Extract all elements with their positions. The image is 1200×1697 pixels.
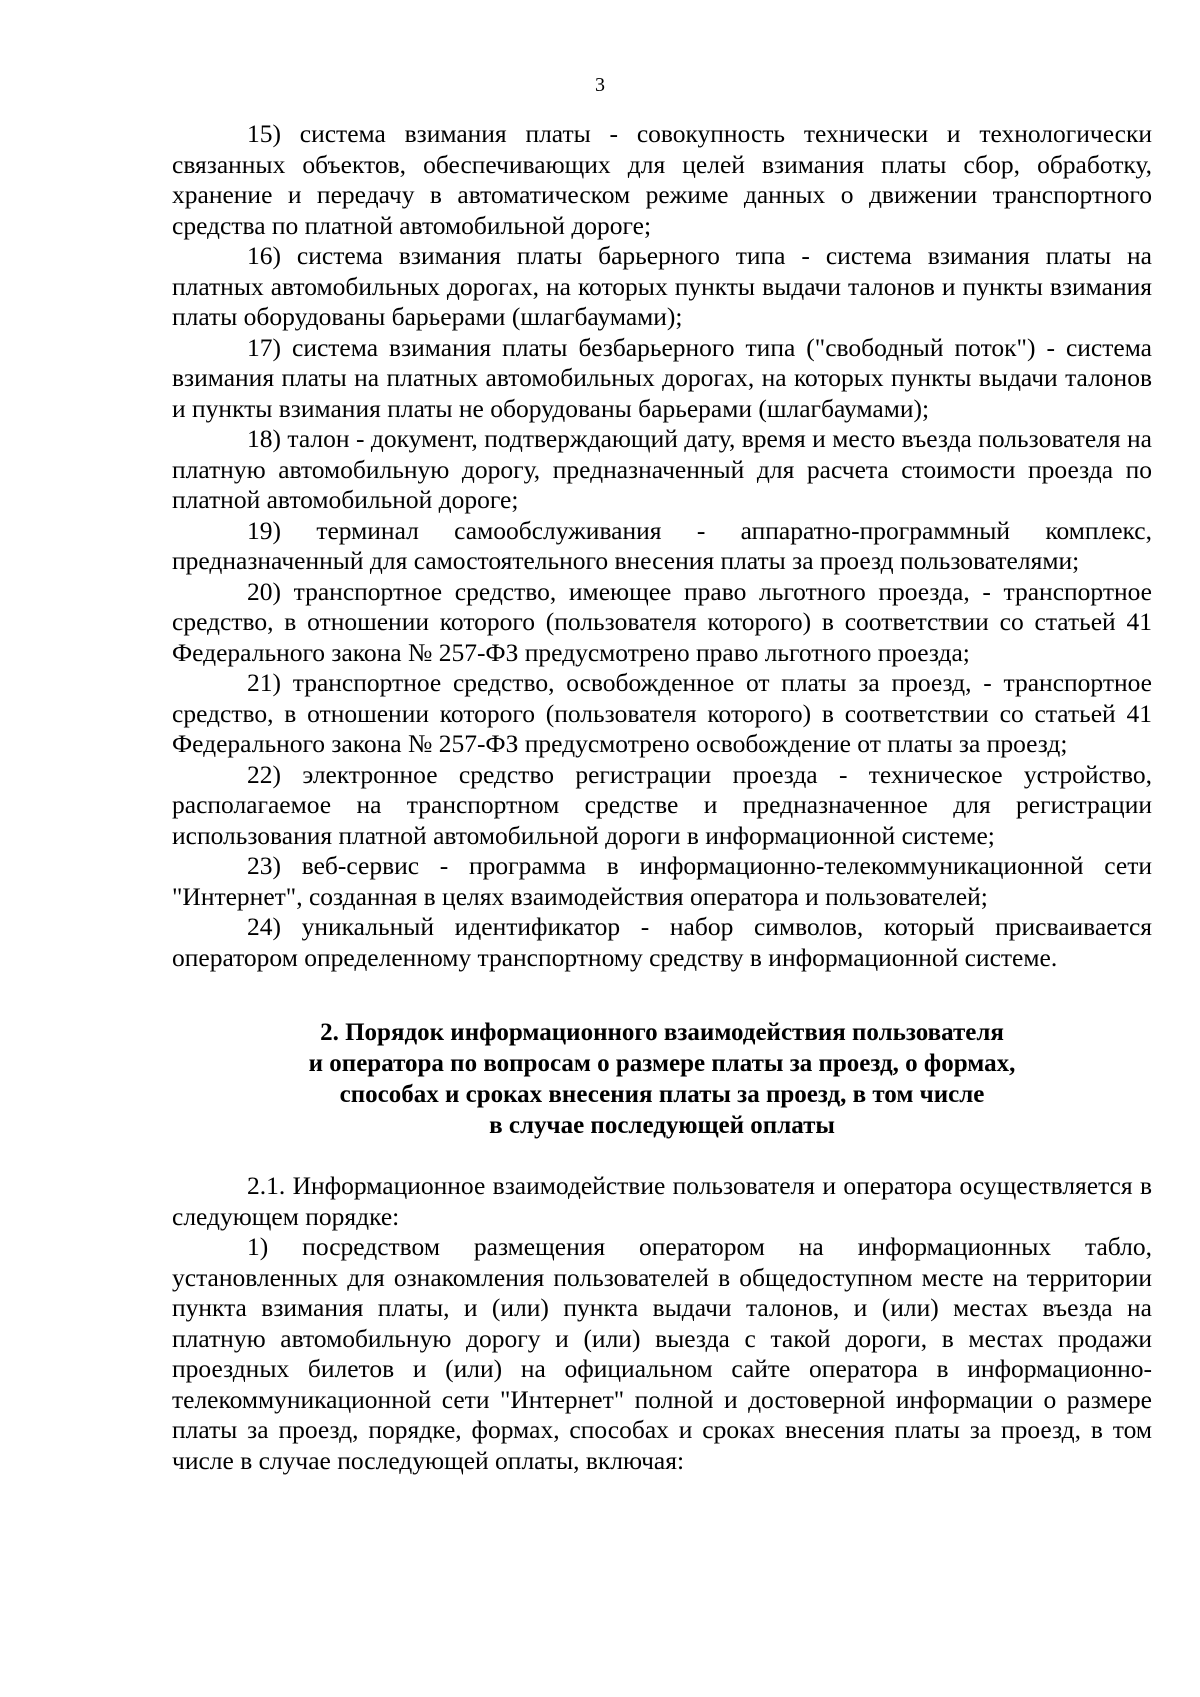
definition-item-18: 18) талон - документ, подтверждающий дату, время и место въезда пользователя на платную автомобильную дорогу, предназначенный для расчета стоимости проезда по платной автомобильной дороге;: [172, 424, 1152, 514]
section-paragraph-item-1: 1) посредством размещения оператором на информационных табло, установленных для ознакомления пользователей в общедоступном месте на территории пункта взимания платы, и (или) пункта выдачи талонов, и (или) местах въезда на платную автомобильную дорогу и (или) выезда с такой дороги, в местах продажи проездных билетов и (или) на официальном сайте оператора в информационно-телекоммуникационной сети "Интернет" полной и достоверной информации о размере платы за проезд, порядке, формах, способах и сроках внесения платы за проезд, в том числе в случае последующей оплаты, включая:: [172, 1232, 1152, 1475]
definition-item-17: 17) система взимания платы безбарьерного типа ("свободный поток") - система взимания платы на платных автомобильных дорогах, на которых пункты выдачи талонов и пункты взимания платы не оборудованы барьерами (шлагбаумами);: [172, 332, 1152, 423]
section-heading-line: в случае последующей оплаты: [489, 1112, 835, 1139]
page-content: [172, 119, 1152, 1476]
section-paragraph-2-1: 2.1. Информационное взаимодействие пользователя и оператора осуществляется в следующем порядке:: [172, 1171, 1152, 1231]
definition-item-16: 16) система взимания платы барьерного типа - система взимания платы на платных автомобильных дорогах, на которых пункты выдачи талонов и пункты взимания платы оборудованы барьерами (шлагбаумами);: [172, 241, 1152, 331]
definition-item-23: 23) веб-сервис - программа в информационно-телекоммуникационной сети "Интернет", созданная в целях взаимодействия оператора и пользователей;: [172, 851, 1152, 911]
section-heading-line: 2. Порядок информационного взаимодействия пользователя: [320, 1019, 1004, 1046]
definition-item-20: 20) транспортное средство, имеющее право льготного проезда, - транспортное средство, в отношении которого (пользователя которого) в соответствии со статьей 41 Федерального закона № 257-ФЗ предусмотрено право льготного проезда;: [172, 576, 1152, 667]
definition-item-21: 21) транспортное средство, освобожденное от платы за проезд, - транспортное средство, в отношении которого (пользователя которого) в соответствии со статьей 41 Федерального закона № 257-ФЗ предусмотрено освобождение от платы за проезд;: [172, 668, 1152, 758]
section-heading: [172, 1017, 1152, 1141]
page-number: 3: [595, 74, 605, 96]
definition-item-24: 24) уникальный идентификатор - набор символов, который присваивается оператором определенному транспортному средству в информационной системе.: [172, 912, 1152, 972]
definition-item-15: 15) система взимания платы - совокупность технически и технологически связанных объектов, обеспечивающих для целей взимания платы сбор, обработку, хранение и передачу в автоматическом режиме данных о движении транспортного средства по платной автомобильной дороге;: [172, 119, 1152, 240]
definition-item-22: 22) электронное средство регистрации проезда - техническое устройство, располагаемое на транспортном средстве и предназначенное для регистрации использования платной автомобильной дороги в информационной системе;: [172, 759, 1152, 850]
definition-item-19: 19) терминал самообслуживания - аппаратно-программный комплекс, предназначенный для самостоятельного внесения платы за проезд пользователями;: [172, 515, 1152, 575]
section-heading-line: способах и сроках внесения платы за проезд, в том числе: [339, 1081, 985, 1108]
section-heading-line: и оператора по вопросам о размере платы за проезд, о формах,: [308, 1050, 1016, 1077]
